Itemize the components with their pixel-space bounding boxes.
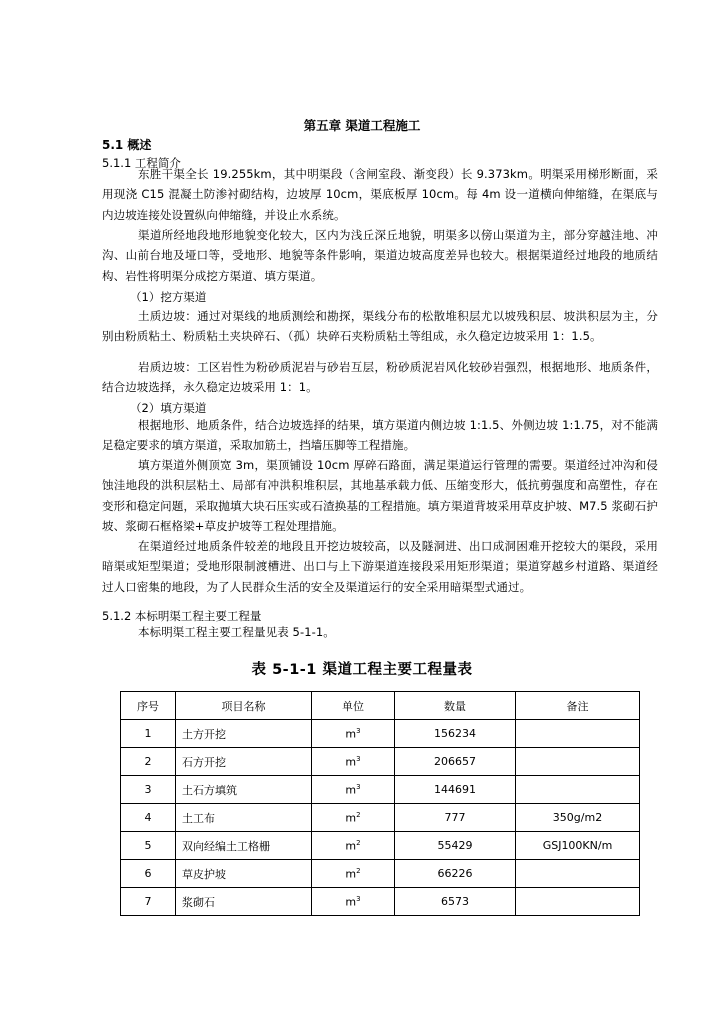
header-unit: 单位 <box>312 692 395 720</box>
cell-no: 4 <box>121 804 176 832</box>
cell-note: GSJ100KN/m <box>516 832 640 860</box>
cell-qty: 156234 <box>395 720 516 748</box>
section-5-1-title: 5.1 概述 <box>102 138 152 152</box>
table-row <box>121 804 640 832</box>
cell-qty: 206657 <box>395 748 516 776</box>
paragraph-covered-channel: 在渠道经过地质条件较差的地段且开挖边坡较高，以及隧洞进、出口成洞困难开挖较大的渠段，采用暗渠或矩型渠道；受地形限制渡槽进、出口与上下游渠道连接段采用矩形渠道；渠道穿越乡村道路、渠道经过人口密集的地段，为了人民群众生活的安全及渠道运行的安全采用暗渠型式通过。 <box>102 539 658 594</box>
paragraph-fill-slope: 根据地形、地质条件，结合边坡选择的结果，填方渠道内侧边坡 1:1.5、外侧边坡 1:1.75，对不能满足稳定要求的填方渠道，采取加筋土，挡墙压脚等工程措施。 <box>102 418 658 453</box>
cell-name: 土工布 <box>176 804 312 832</box>
cell-no: 3 <box>121 776 176 804</box>
cell-note: 350g/m2 <box>516 804 640 832</box>
chapter-title: 第五章 渠道工程施工 <box>303 118 421 133</box>
cell-no: 6 <box>121 860 176 888</box>
cell-unit: $m^3$ <box>312 776 395 804</box>
cell-qty: 55429 <box>395 832 516 860</box>
cell-unit: $m^3$ <box>312 720 395 748</box>
header-qty: 数量 <box>395 692 516 720</box>
cell-name: 草皮护坡 <box>176 860 312 888</box>
cell-name: 土方开挖 <box>176 720 312 748</box>
subsection-5-1-2-title: 5.1.2 本标明渠工程主要工程量 <box>102 609 262 623</box>
cell-unit: $m^3$ <box>312 748 395 776</box>
cell-note <box>516 860 640 888</box>
cell-note <box>516 720 640 748</box>
cell-no: 5 <box>121 832 176 860</box>
item-fill-channel: （2）填方渠道 <box>130 401 207 415</box>
paragraph-table-ref: 本标明渠工程主要工程量见表 5-1-1。 <box>138 625 335 639</box>
cell-no: 1 <box>121 720 176 748</box>
table-row <box>121 860 640 888</box>
cell-unit: $m^3$ <box>312 888 395 916</box>
cell-name: 浆砌石 <box>176 888 312 916</box>
cell-note <box>516 776 640 804</box>
cell-name: 双向经编土工格栅 <box>176 832 312 860</box>
paragraph-soil-slope: 土质边坡：通过对渠线的地质测绘和勘探，渠线分布的松散堆积层尤以坡残积层、坡洪积层为主，分别由粉质粘土、粉质粘土夹块碎石、（孤）块碎石夹粉质粘土等组成，永久稳定边坡采用 1：1.5。 <box>102 309 658 344</box>
cell-name: 石方开挖 <box>176 748 312 776</box>
cell-unit: $m^2$ <box>312 804 395 832</box>
cell-no: 7 <box>121 888 176 916</box>
paragraph-overview: 东胜干渠全长 19.255km，其中明渠段（含闸室段、渐变段）长 9.373km。明渠采用梯形断面，采用现浇 C15 混凝土防渗衬砌结构，边坡厚 10cm，渠底板厚 10cm。每 4m 设一道横向伸缩缝，在渠底与内边坡连接处设置纵向伸缩缝，并设止水系统。 <box>102 167 658 222</box>
item-cut-channel: （1）挖方渠道 <box>130 290 207 304</box>
cell-note <box>516 888 640 916</box>
table-row <box>121 720 640 748</box>
table-header-row <box>121 692 640 720</box>
cell-qty: 777 <box>395 804 516 832</box>
table-row <box>121 748 640 776</box>
cell-note <box>516 748 640 776</box>
table-title: 表 5-1-1 渠道工程主要工程量表 <box>251 662 473 678</box>
paragraph-terrain: 渠道所经地段地形地貌变化较大，区内为浅丘深丘地貌，明渠多以傍山渠道为主，部分穿越洼地、冲沟、山前台地及垭口等，受地形、地貌等条件影响，渠道边坡高度差异也较大。根据渠道经过地段的地质结构、岩性将明渠分成挖方渠道、填方渠道。 <box>102 228 658 283</box>
cell-name: 土石方填筑 <box>176 776 312 804</box>
header-note: 备注 <box>516 692 640 720</box>
cell-qty: 144691 <box>395 776 516 804</box>
cell-unit: $m^2$ <box>312 832 395 860</box>
table-row <box>121 776 640 804</box>
cell-qty: 6573 <box>395 888 516 916</box>
paragraph-fill-crest: 填方渠道外侧顶宽 3m，渠顶铺设 10cm 厚碎石路面，满足渠道运行管理的需要。渠道经过冲沟和侵蚀洼地段的洪积层粘土、局部有冲洪积堆积层，其地基承载力低、压缩变形大，低抗剪强度和高塑性，存在变形和稳定问题，采取抛填大块石压实或石渣换基的工程措施。填方渠道背坡采用草皮护坡、M7.5 浆砌石护坡、浆砌石框格梁+草皮护坡等工程处理措施。 <box>102 458 658 534</box>
header-name: 项目名称 <box>176 692 312 720</box>
table-row <box>121 832 640 860</box>
header-no: 序号 <box>121 692 176 720</box>
paragraph-rock-slope: 岩质边坡：工区岩性为粉砂质泥岩与砂岩互层，粉砂质泥岩风化较砂岩强烈，根据地形、地质条件，结合边坡选择，永久稳定边坡采用 1：1。 <box>102 360 658 395</box>
cell-unit: $m^2$ <box>312 860 395 888</box>
cell-qty: 66226 <box>395 860 516 888</box>
table-row <box>121 888 640 916</box>
subsection-5-1-1-title: 5.1.1 工程简介 <box>102 156 181 170</box>
quantity-table <box>120 691 640 916</box>
cell-no: 2 <box>121 748 176 776</box>
